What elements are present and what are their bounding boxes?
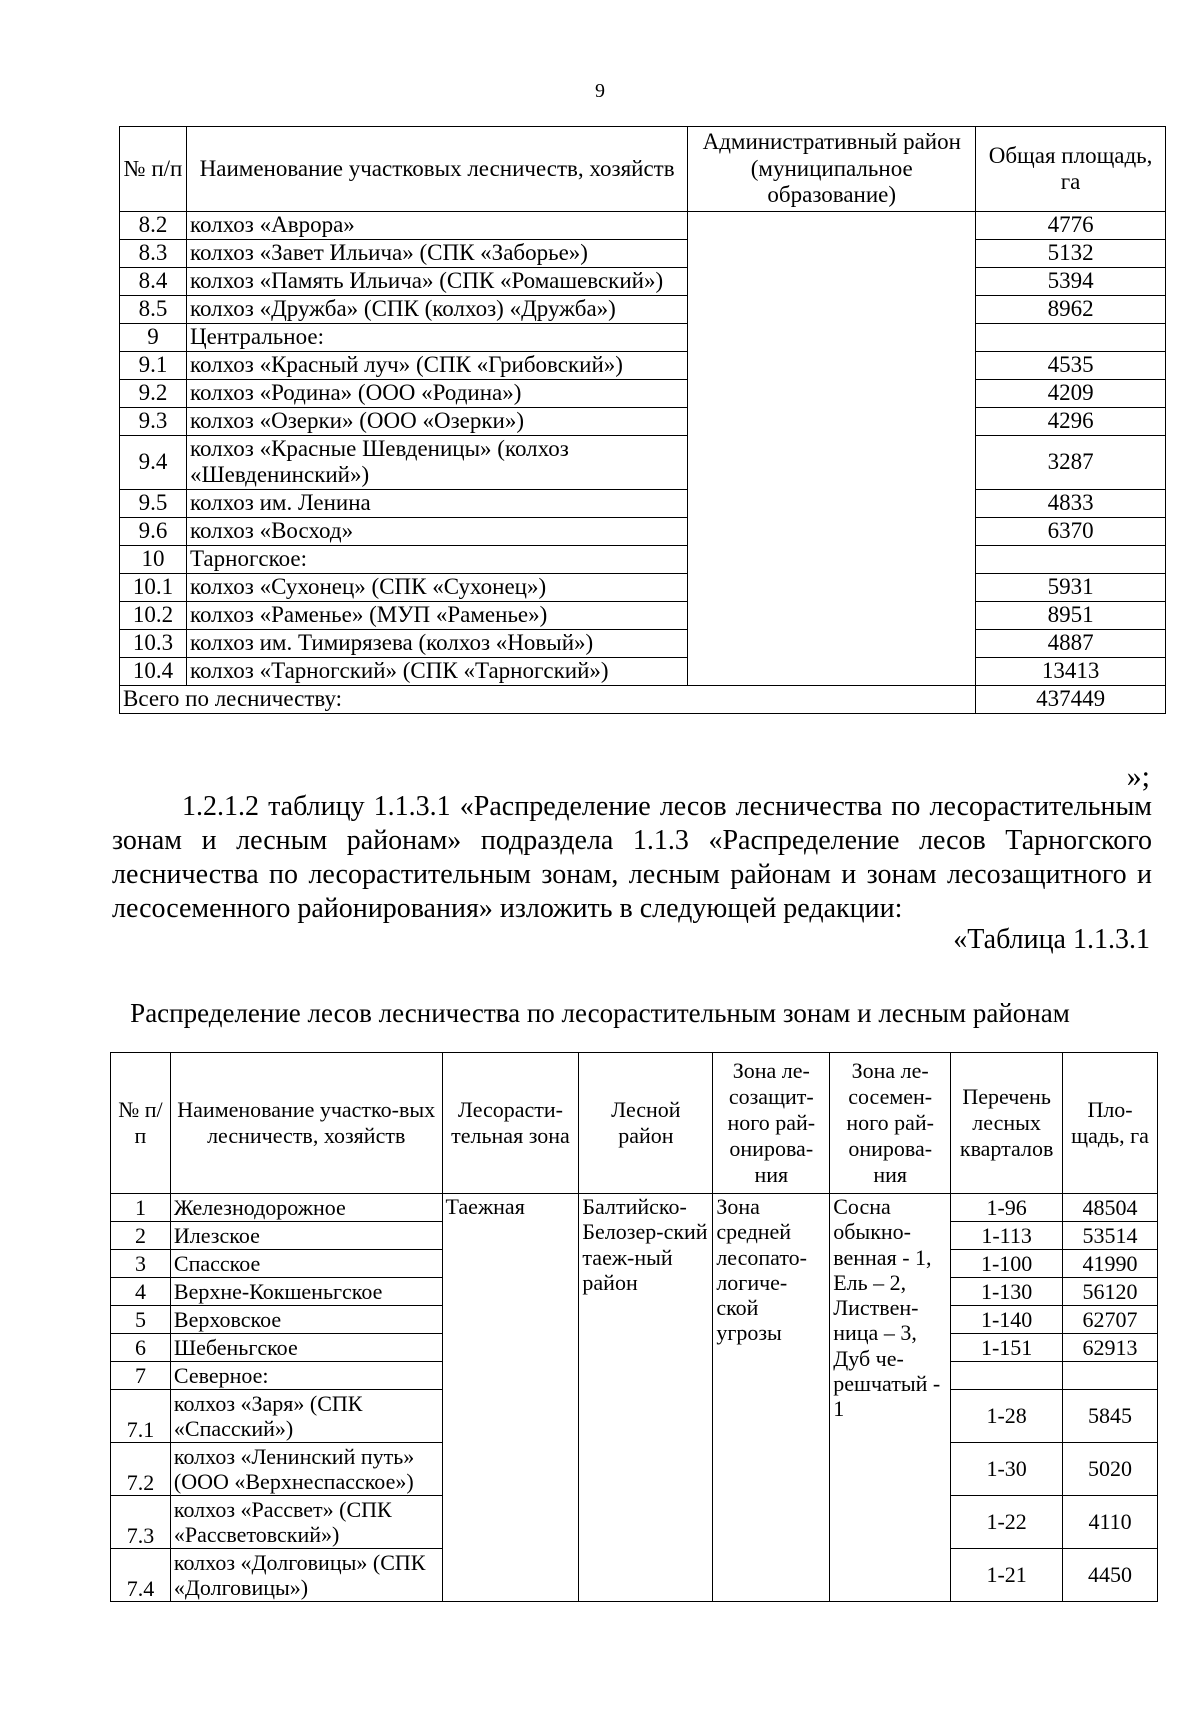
row-num: 7.4 xyxy=(111,1549,171,1602)
row-area: 5132 xyxy=(976,240,1166,268)
header-name: Наименование участко-вых лесничеств, хозяйств xyxy=(170,1053,442,1194)
row-num: 8.2 xyxy=(120,212,187,240)
header-protect-zone: Зона ле-созащит-ного рай-онирова-ния xyxy=(713,1053,830,1194)
forest-zone-cell: Таежная xyxy=(442,1194,579,1602)
row-num: 7.2 xyxy=(111,1443,171,1496)
row-num: 10 xyxy=(120,545,187,573)
page-number: 9 xyxy=(595,80,605,102)
row-area: 56120 xyxy=(1063,1278,1158,1306)
header-name: Наименование участковых лесничеств, хозяйств xyxy=(186,127,687,212)
row-num: 1 xyxy=(111,1194,171,1222)
table-row xyxy=(111,1194,1158,1222)
row-area: 4296 xyxy=(976,408,1166,436)
row-num: 8.5 xyxy=(120,296,187,324)
header-num: № п/п xyxy=(111,1053,171,1194)
row-name: Центральное: xyxy=(186,324,687,352)
header-quarters: Перечень лесных кварталов xyxy=(951,1053,1063,1194)
row-num: 9.4 xyxy=(120,436,187,490)
row-quarters: 1-113 xyxy=(951,1222,1063,1250)
table-row xyxy=(120,489,1166,517)
header-admin: Административный район (муниципальное образование) xyxy=(688,127,976,212)
row-num: 10.2 xyxy=(120,601,187,629)
row-num: 6 xyxy=(111,1334,171,1362)
row-name: колхоз «Рассвет» (СПК «Рассветовский») xyxy=(170,1496,442,1549)
protection-zone-cell: Зона средней лесопато-логиче-ской угрозы xyxy=(713,1194,830,1602)
row-area: 5845 xyxy=(1063,1390,1158,1443)
row-name: Спасское xyxy=(170,1250,442,1278)
row-num: 10.3 xyxy=(120,629,187,657)
row-quarters: 1-96 xyxy=(951,1194,1063,1222)
total-value: 437449 xyxy=(976,685,1166,713)
table-row xyxy=(120,657,1166,685)
row-quarters: 1-21 xyxy=(951,1549,1063,1602)
row-num: 4 xyxy=(111,1278,171,1306)
row-quarters: 1-100 xyxy=(951,1250,1063,1278)
row-area: 5020 xyxy=(1063,1443,1158,1496)
header-zone: Лесорасти-тельная зона xyxy=(442,1053,579,1194)
row-name: Верхне-Кокшеньгское xyxy=(170,1278,442,1306)
row-area: 4887 xyxy=(976,629,1166,657)
admin-district-cell xyxy=(688,212,976,686)
row-quarters: 1-22 xyxy=(951,1496,1063,1549)
row-name: колхоз «Долговицы» (СПК «Долговицы») xyxy=(170,1549,442,1602)
seed-zone-cell: Сосна обыкно-венная - 1, Ель – 2, Листвен-ница – 3, Дуб че-решчатый - 1 xyxy=(830,1194,951,1602)
table-row xyxy=(120,240,1166,268)
table-header-row xyxy=(111,1053,1158,1194)
row-quarters: 1-28 xyxy=(951,1390,1063,1443)
row-area: 4535 xyxy=(976,352,1166,380)
total-row xyxy=(120,685,1166,713)
row-num: 9.1 xyxy=(120,352,187,380)
closing-quote: »; xyxy=(1126,760,1150,793)
row-quarters xyxy=(951,1362,1063,1390)
row-num: 8.3 xyxy=(120,240,187,268)
header-area: Пло-щадь, га xyxy=(1063,1053,1158,1194)
forest-zones-table xyxy=(110,1052,1158,1602)
table-row xyxy=(120,212,1166,240)
row-area: 4776 xyxy=(976,212,1166,240)
row-name: Тарногское: xyxy=(186,545,687,573)
row-name: колхоз «Завет Ильича» (СПК «Заборье») xyxy=(186,240,687,268)
row-area xyxy=(1063,1362,1158,1390)
row-area xyxy=(976,545,1166,573)
row-name: колхоз «Дружба» (СПК (колхоз) «Дружба») xyxy=(186,296,687,324)
table-header-row xyxy=(120,127,1166,212)
row-num: 8.4 xyxy=(120,268,187,296)
row-num: 9.3 xyxy=(120,408,187,436)
row-name: колхоз «Ленинский путь» (ООО «Верхнеспасское») xyxy=(170,1443,442,1496)
row-num: 10.4 xyxy=(120,657,187,685)
header-seed-zone: Зона ле-сосемен-ного рай-онирова-ния xyxy=(830,1053,951,1194)
amendment-paragraph: 1.2.1.2 таблицу 1.1.3.1 «Распределение лесов лесничества по лесорастительным зонам и лесным районам» подраздела 1.1.3 «Распределение лесов Тарногского лесничества по лесорастительным зонам, лесным районам и зонам лесозащитного и лесосеменного районирования» изложить в следующей редакции: xyxy=(112,791,1152,924)
row-area: 62913 xyxy=(1063,1334,1158,1362)
row-name: колхоз «Тарногский» (СПК «Тарногский») xyxy=(186,657,687,685)
table-title: Распределение лесов лесничества по лесорастительным зонам и лесным районам xyxy=(130,998,1070,1028)
row-area xyxy=(976,324,1166,352)
row-num: 9 xyxy=(120,324,187,352)
row-name: Илезское xyxy=(170,1222,442,1250)
row-num: 9.5 xyxy=(120,489,187,517)
row-num: 5 xyxy=(111,1306,171,1334)
row-name: колхоз «Родина» (ООО «Родина») xyxy=(186,380,687,408)
row-name: Верховское xyxy=(170,1306,442,1334)
row-name: колхоз «Восход» xyxy=(186,517,687,545)
row-area: 4209 xyxy=(976,380,1166,408)
row-num: 3 xyxy=(111,1250,171,1278)
row-area: 3287 xyxy=(976,436,1166,490)
table-row xyxy=(120,601,1166,629)
row-name: колхоз «Раменье» (МУП «Раменье») xyxy=(186,601,687,629)
total-label: Всего по лесничеству: xyxy=(120,685,976,713)
row-quarters: 1-130 xyxy=(951,1278,1063,1306)
row-name: колхоз «Заря» (СПК «Спасский») xyxy=(170,1390,442,1443)
row-name: колхоз им. Ленина xyxy=(186,489,687,517)
row-name: колхоз им. Тимирязева (колхоз «Новый») xyxy=(186,629,687,657)
row-area: 6370 xyxy=(976,517,1166,545)
row-quarters: 1-30 xyxy=(951,1443,1063,1496)
header-area: Общая площадь, га xyxy=(976,127,1166,212)
row-area: 4450 xyxy=(1063,1549,1158,1602)
table-row xyxy=(120,380,1166,408)
table-row xyxy=(120,268,1166,296)
header-district: Лесной район xyxy=(579,1053,713,1194)
row-num: 7 xyxy=(111,1362,171,1390)
row-area: 41990 xyxy=(1063,1250,1158,1278)
table-row xyxy=(120,573,1166,601)
row-area: 5394 xyxy=(976,268,1166,296)
row-area: 4833 xyxy=(976,489,1166,517)
table-reference: «Таблица 1.1.3.1 xyxy=(953,924,1150,955)
row-num: 2 xyxy=(111,1222,171,1250)
row-name: колхоз «Красный луч» (СПК «Грибовский») xyxy=(186,352,687,380)
row-name: колхоз «Аврора» xyxy=(186,212,687,240)
row-name: колхоз «Озерки» (ООО «Озерки») xyxy=(186,408,687,436)
row-name: Шебеньгское xyxy=(170,1334,442,1362)
table-row xyxy=(120,436,1166,490)
table-row xyxy=(120,517,1166,545)
row-area: 5931 xyxy=(976,573,1166,601)
header-num: № п/п xyxy=(120,127,187,212)
row-area: 4110 xyxy=(1063,1496,1158,1549)
row-area: 8962 xyxy=(976,296,1166,324)
row-num: 7.3 xyxy=(111,1496,171,1549)
row-area: 53514 xyxy=(1063,1222,1158,1250)
table-row xyxy=(120,408,1166,436)
table-row xyxy=(120,324,1166,352)
row-num: 10.1 xyxy=(120,573,187,601)
row-num: 9.6 xyxy=(120,517,187,545)
table-row xyxy=(120,629,1166,657)
row-name: колхоз «Память Ильича» (СПК «Ромашевский») xyxy=(186,268,687,296)
row-area: 8951 xyxy=(976,601,1166,629)
row-name: колхоз «Сухонец» (СПК «Сухонец») xyxy=(186,573,687,601)
row-num: 9.2 xyxy=(120,380,187,408)
row-name: Северное: xyxy=(170,1362,442,1390)
row-name: колхоз «Красные Шевденицы» (колхоз «Шевденинский») xyxy=(186,436,687,490)
row-quarters: 1-151 xyxy=(951,1334,1063,1362)
row-area: 62707 xyxy=(1063,1306,1158,1334)
row-name: Железнодорожное xyxy=(170,1194,442,1222)
forestry-admin-table xyxy=(119,126,1166,714)
table-row xyxy=(120,296,1166,324)
table-row xyxy=(120,352,1166,380)
row-num: 7.1 xyxy=(111,1390,171,1443)
row-area: 13413 xyxy=(976,657,1166,685)
forest-district-cell: Балтийско-Белозер-ский таеж-ный район xyxy=(579,1194,713,1602)
table-row xyxy=(120,545,1166,573)
row-area: 48504 xyxy=(1063,1194,1158,1222)
row-quarters: 1-140 xyxy=(951,1306,1063,1334)
